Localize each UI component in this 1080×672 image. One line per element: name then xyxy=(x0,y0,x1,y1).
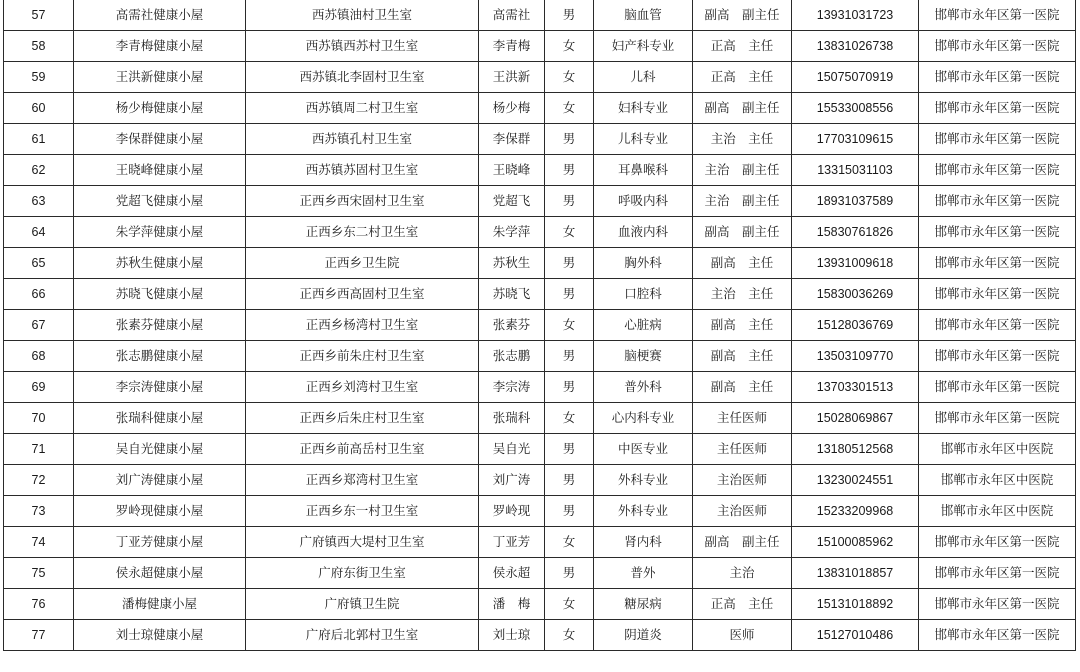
hospital-cell: 邯郸市永年区中医院 xyxy=(919,496,1076,527)
specialty-cell: 呼吸内科 xyxy=(594,186,693,217)
hospital-cell: 邯郸市永年区第一医院 xyxy=(919,558,1076,589)
phone-cell: 15028069867 xyxy=(792,403,919,434)
phone-cell: 15830761826 xyxy=(792,217,919,248)
table-row xyxy=(4,403,1076,434)
gender-cell: 女 xyxy=(545,310,594,341)
gender-cell: 男 xyxy=(545,279,594,310)
row-number-cell: 60 xyxy=(4,93,74,124)
phone-cell: 13931009618 xyxy=(792,248,919,279)
clinic-cell: 西苏镇苏固村卫生室 xyxy=(246,155,479,186)
specialty-cell: 外科专业 xyxy=(594,496,693,527)
gender-cell: 女 xyxy=(545,62,594,93)
gender-cell: 男 xyxy=(545,465,594,496)
title-cell: 主治 xyxy=(693,558,792,589)
clinic-cell: 正西乡前高岳村卫生室 xyxy=(246,434,479,465)
title-cell: 副高 副主任 xyxy=(693,527,792,558)
gender-cell: 男 xyxy=(545,248,594,279)
specialty-cell: 阴道炎 xyxy=(594,620,693,651)
table-row xyxy=(4,620,1076,651)
specialty-cell: 脑梗赛 xyxy=(594,341,693,372)
phone-cell: 15100085962 xyxy=(792,527,919,558)
gender-cell: 男 xyxy=(545,155,594,186)
table-row xyxy=(4,496,1076,527)
row-number-cell: 75 xyxy=(4,558,74,589)
gender-cell: 女 xyxy=(545,93,594,124)
clinic-cell: 正西乡东一村卫生室 xyxy=(246,496,479,527)
doctor-roster-table xyxy=(3,0,1076,651)
health-cabin-cell: 张志鹏健康小屋 xyxy=(74,341,246,372)
phone-cell: 13230024551 xyxy=(792,465,919,496)
row-number-cell: 74 xyxy=(4,527,74,558)
health-cabin-cell: 杨少梅健康小屋 xyxy=(74,93,246,124)
doctor-name-cell: 苏晓飞 xyxy=(479,279,545,310)
hospital-cell: 邯郸市永年区第一医院 xyxy=(919,93,1076,124)
clinic-cell: 正西乡杨湾村卫生室 xyxy=(246,310,479,341)
doctor-name-cell: 丁亚芳 xyxy=(479,527,545,558)
clinic-cell: 西苏镇孔村卫生室 xyxy=(246,124,479,155)
hospital-cell: 邯郸市永年区第一医院 xyxy=(919,62,1076,93)
hospital-cell: 邯郸市永年区中医院 xyxy=(919,465,1076,496)
clinic-cell: 广府东街卫生室 xyxy=(246,558,479,589)
row-number-cell: 71 xyxy=(4,434,74,465)
phone-cell: 13831026738 xyxy=(792,31,919,62)
phone-cell: 15830036269 xyxy=(792,279,919,310)
clinic-cell: 正西乡西高固村卫生室 xyxy=(246,279,479,310)
specialty-cell: 口腔科 xyxy=(594,279,693,310)
hospital-cell: 邯郸市永年区第一医院 xyxy=(919,186,1076,217)
health-cabin-cell: 苏晓飞健康小屋 xyxy=(74,279,246,310)
health-cabin-cell: 高需社健康小屋 xyxy=(74,0,246,31)
hospital-cell: 邯郸市永年区第一医院 xyxy=(919,279,1076,310)
title-cell: 主治 副主任 xyxy=(693,186,792,217)
table-row xyxy=(4,248,1076,279)
table-row xyxy=(4,186,1076,217)
table-row xyxy=(4,341,1076,372)
hospital-cell: 邯郸市永年区第一医院 xyxy=(919,372,1076,403)
row-number-cell: 63 xyxy=(4,186,74,217)
specialty-cell: 血液内科 xyxy=(594,217,693,248)
table-row xyxy=(4,62,1076,93)
specialty-cell: 外科专业 xyxy=(594,465,693,496)
gender-cell: 男 xyxy=(545,0,594,31)
health-cabin-cell: 党超飞健康小屋 xyxy=(74,186,246,217)
phone-cell: 13703301513 xyxy=(792,372,919,403)
title-cell: 副高 主任 xyxy=(693,248,792,279)
clinic-cell: 正西乡郑湾村卫生室 xyxy=(246,465,479,496)
row-number-cell: 65 xyxy=(4,248,74,279)
phone-cell: 15127010486 xyxy=(792,620,919,651)
table-row xyxy=(4,310,1076,341)
phone-cell: 15233209968 xyxy=(792,496,919,527)
health-cabin-cell: 刘广涛健康小屋 xyxy=(74,465,246,496)
row-number-cell: 69 xyxy=(4,372,74,403)
hospital-cell: 邯郸市永年区第一医院 xyxy=(919,527,1076,558)
title-cell: 副高 副主任 xyxy=(693,0,792,31)
clinic-cell: 正西乡后朱庄村卫生室 xyxy=(246,403,479,434)
health-cabin-cell: 王晓峰健康小屋 xyxy=(74,155,246,186)
gender-cell: 男 xyxy=(545,558,594,589)
hospital-cell: 邯郸市永年区第一医院 xyxy=(919,403,1076,434)
doctor-name-cell: 侯永超 xyxy=(479,558,545,589)
doctor-name-cell: 李青梅 xyxy=(479,31,545,62)
gender-cell: 女 xyxy=(545,589,594,620)
phone-cell: 18931037589 xyxy=(792,186,919,217)
gender-cell: 女 xyxy=(545,217,594,248)
table-row xyxy=(4,217,1076,248)
specialty-cell: 肾内科 xyxy=(594,527,693,558)
hospital-cell: 邯郸市永年区第一医院 xyxy=(919,124,1076,155)
clinic-cell: 正西乡东二村卫生室 xyxy=(246,217,479,248)
table-row xyxy=(4,589,1076,620)
row-number-cell: 58 xyxy=(4,31,74,62)
doctor-name-cell: 党超飞 xyxy=(479,186,545,217)
phone-cell: 13180512568 xyxy=(792,434,919,465)
title-cell: 主治 主任 xyxy=(693,279,792,310)
row-number-cell: 64 xyxy=(4,217,74,248)
title-cell: 主任医师 xyxy=(693,403,792,434)
health-cabin-cell: 侯永超健康小屋 xyxy=(74,558,246,589)
health-cabin-cell: 刘士琼健康小屋 xyxy=(74,620,246,651)
table-row xyxy=(4,527,1076,558)
gender-cell: 男 xyxy=(545,496,594,527)
title-cell: 副高 主任 xyxy=(693,372,792,403)
clinic-cell: 正西乡刘湾村卫生室 xyxy=(246,372,479,403)
specialty-cell: 妇产科专业 xyxy=(594,31,693,62)
hospital-cell: 邯郸市永年区第一医院 xyxy=(919,31,1076,62)
clinic-cell: 正西乡卫生院 xyxy=(246,248,479,279)
specialty-cell: 胸外科 xyxy=(594,248,693,279)
row-number-cell: 61 xyxy=(4,124,74,155)
clinic-cell: 广府后北郭村卫生室 xyxy=(246,620,479,651)
hospital-cell: 邯郸市永年区第一医院 xyxy=(919,620,1076,651)
hospital-cell: 邯郸市永年区第一医院 xyxy=(919,310,1076,341)
title-cell: 正高 主任 xyxy=(693,62,792,93)
title-cell: 主治医师 xyxy=(693,496,792,527)
phone-cell: 15131018892 xyxy=(792,589,919,620)
health-cabin-cell: 丁亚芳健康小屋 xyxy=(74,527,246,558)
title-cell: 主任医师 xyxy=(693,434,792,465)
roster-body xyxy=(4,0,1076,651)
doctor-name-cell: 朱学萍 xyxy=(479,217,545,248)
table-row xyxy=(4,155,1076,186)
hospital-cell: 邯郸市永年区第一医院 xyxy=(919,217,1076,248)
specialty-cell: 糖尿病 xyxy=(594,589,693,620)
specialty-cell: 儿科 xyxy=(594,62,693,93)
health-cabin-cell: 李青梅健康小屋 xyxy=(74,31,246,62)
specialty-cell: 中医专业 xyxy=(594,434,693,465)
health-cabin-cell: 潘梅健康小屋 xyxy=(74,589,246,620)
health-cabin-cell: 朱学萍健康小屋 xyxy=(74,217,246,248)
hospital-cell: 邯郸市永年区第一医院 xyxy=(919,341,1076,372)
table-row xyxy=(4,372,1076,403)
health-cabin-cell: 李宗涛健康小屋 xyxy=(74,372,246,403)
doctor-name-cell: 刘士琼 xyxy=(479,620,545,651)
clinic-cell: 正西乡前朱庄村卫生室 xyxy=(246,341,479,372)
table-row xyxy=(4,434,1076,465)
row-number-cell: 59 xyxy=(4,62,74,93)
gender-cell: 女 xyxy=(545,403,594,434)
clinic-cell: 西苏镇油村卫生室 xyxy=(246,0,479,31)
specialty-cell: 脑血管 xyxy=(594,0,693,31)
health-cabin-cell: 罗岭现健康小屋 xyxy=(74,496,246,527)
hospital-cell: 邯郸市永年区第一医院 xyxy=(919,589,1076,620)
hospital-cell: 邯郸市永年区第一医院 xyxy=(919,155,1076,186)
gender-cell: 男 xyxy=(545,434,594,465)
health-cabin-cell: 吴自光健康小屋 xyxy=(74,434,246,465)
title-cell: 医师 xyxy=(693,620,792,651)
row-number-cell: 66 xyxy=(4,279,74,310)
doctor-name-cell: 苏秋生 xyxy=(479,248,545,279)
phone-cell: 15075070919 xyxy=(792,62,919,93)
doctor-name-cell: 罗岭现 xyxy=(479,496,545,527)
health-cabin-cell: 张素芬健康小屋 xyxy=(74,310,246,341)
clinic-cell: 正西乡西宋固村卫生室 xyxy=(246,186,479,217)
specialty-cell: 心内科专业 xyxy=(594,403,693,434)
phone-cell: 13315031103 xyxy=(792,155,919,186)
phone-cell: 13831018857 xyxy=(792,558,919,589)
row-number-cell: 62 xyxy=(4,155,74,186)
table-row xyxy=(4,31,1076,62)
table-row xyxy=(4,124,1076,155)
roster-sheet xyxy=(3,0,1075,651)
row-number-cell: 67 xyxy=(4,310,74,341)
doctor-name-cell: 张瑞科 xyxy=(479,403,545,434)
doctor-name-cell: 王晓峰 xyxy=(479,155,545,186)
doctor-name-cell: 李保群 xyxy=(479,124,545,155)
health-cabin-cell: 苏秋生健康小屋 xyxy=(74,248,246,279)
specialty-cell: 耳鼻喉科 xyxy=(594,155,693,186)
health-cabin-cell: 王洪新健康小屋 xyxy=(74,62,246,93)
health-cabin-cell: 张瑞科健康小屋 xyxy=(74,403,246,434)
row-number-cell: 70 xyxy=(4,403,74,434)
hospital-cell: 邯郸市永年区中医院 xyxy=(919,434,1076,465)
gender-cell: 男 xyxy=(545,341,594,372)
row-number-cell: 73 xyxy=(4,496,74,527)
gender-cell: 男 xyxy=(545,372,594,403)
title-cell: 正高 主任 xyxy=(693,589,792,620)
row-number-cell: 57 xyxy=(4,0,74,31)
doctor-name-cell: 王洪新 xyxy=(479,62,545,93)
phone-cell: 13503109770 xyxy=(792,341,919,372)
title-cell: 主治 副主任 xyxy=(693,155,792,186)
hospital-cell: 邯郸市永年区第一医院 xyxy=(919,0,1076,31)
gender-cell: 女 xyxy=(545,527,594,558)
gender-cell: 男 xyxy=(545,124,594,155)
row-number-cell: 76 xyxy=(4,589,74,620)
specialty-cell: 心脏病 xyxy=(594,310,693,341)
doctor-name-cell: 李宗涛 xyxy=(479,372,545,403)
row-number-cell: 68 xyxy=(4,341,74,372)
clinic-cell: 广府镇西大堤村卫生室 xyxy=(246,527,479,558)
clinic-cell: 广府镇卫生院 xyxy=(246,589,479,620)
title-cell: 副高 主任 xyxy=(693,310,792,341)
title-cell: 副高 主任 xyxy=(693,341,792,372)
title-cell: 副高 副主任 xyxy=(693,217,792,248)
doctor-name-cell: 张素芬 xyxy=(479,310,545,341)
doctor-name-cell: 高需社 xyxy=(479,0,545,31)
title-cell: 正高 主任 xyxy=(693,31,792,62)
title-cell: 主治 主任 xyxy=(693,124,792,155)
doctor-name-cell: 吴自光 xyxy=(479,434,545,465)
specialty-cell: 普外 xyxy=(594,558,693,589)
clinic-cell: 西苏镇西苏村卫生室 xyxy=(246,31,479,62)
title-cell: 副高 副主任 xyxy=(693,93,792,124)
phone-cell: 15128036769 xyxy=(792,310,919,341)
health-cabin-cell: 李保群健康小屋 xyxy=(74,124,246,155)
doctor-name-cell: 刘广涛 xyxy=(479,465,545,496)
table-row xyxy=(4,558,1076,589)
doctor-name-cell: 张志鹏 xyxy=(479,341,545,372)
doctor-name-cell: 杨少梅 xyxy=(479,93,545,124)
specialty-cell: 妇科专业 xyxy=(594,93,693,124)
phone-cell: 17703109615 xyxy=(792,124,919,155)
table-row xyxy=(4,0,1076,31)
row-number-cell: 72 xyxy=(4,465,74,496)
title-cell: 主治医师 xyxy=(693,465,792,496)
specialty-cell: 儿科专业 xyxy=(594,124,693,155)
specialty-cell: 普外科 xyxy=(594,372,693,403)
gender-cell: 男 xyxy=(545,186,594,217)
table-row xyxy=(4,465,1076,496)
table-row xyxy=(4,279,1076,310)
gender-cell: 女 xyxy=(545,31,594,62)
phone-cell: 15533008556 xyxy=(792,93,919,124)
hospital-cell: 邯郸市永年区第一医院 xyxy=(919,248,1076,279)
gender-cell: 女 xyxy=(545,620,594,651)
phone-cell: 13931031723 xyxy=(792,0,919,31)
table-row xyxy=(4,93,1076,124)
clinic-cell: 西苏镇北李固村卫生室 xyxy=(246,62,479,93)
doctor-name-cell: 潘 梅 xyxy=(479,589,545,620)
row-number-cell: 77 xyxy=(4,620,74,651)
clinic-cell: 西苏镇周二村卫生室 xyxy=(246,93,479,124)
